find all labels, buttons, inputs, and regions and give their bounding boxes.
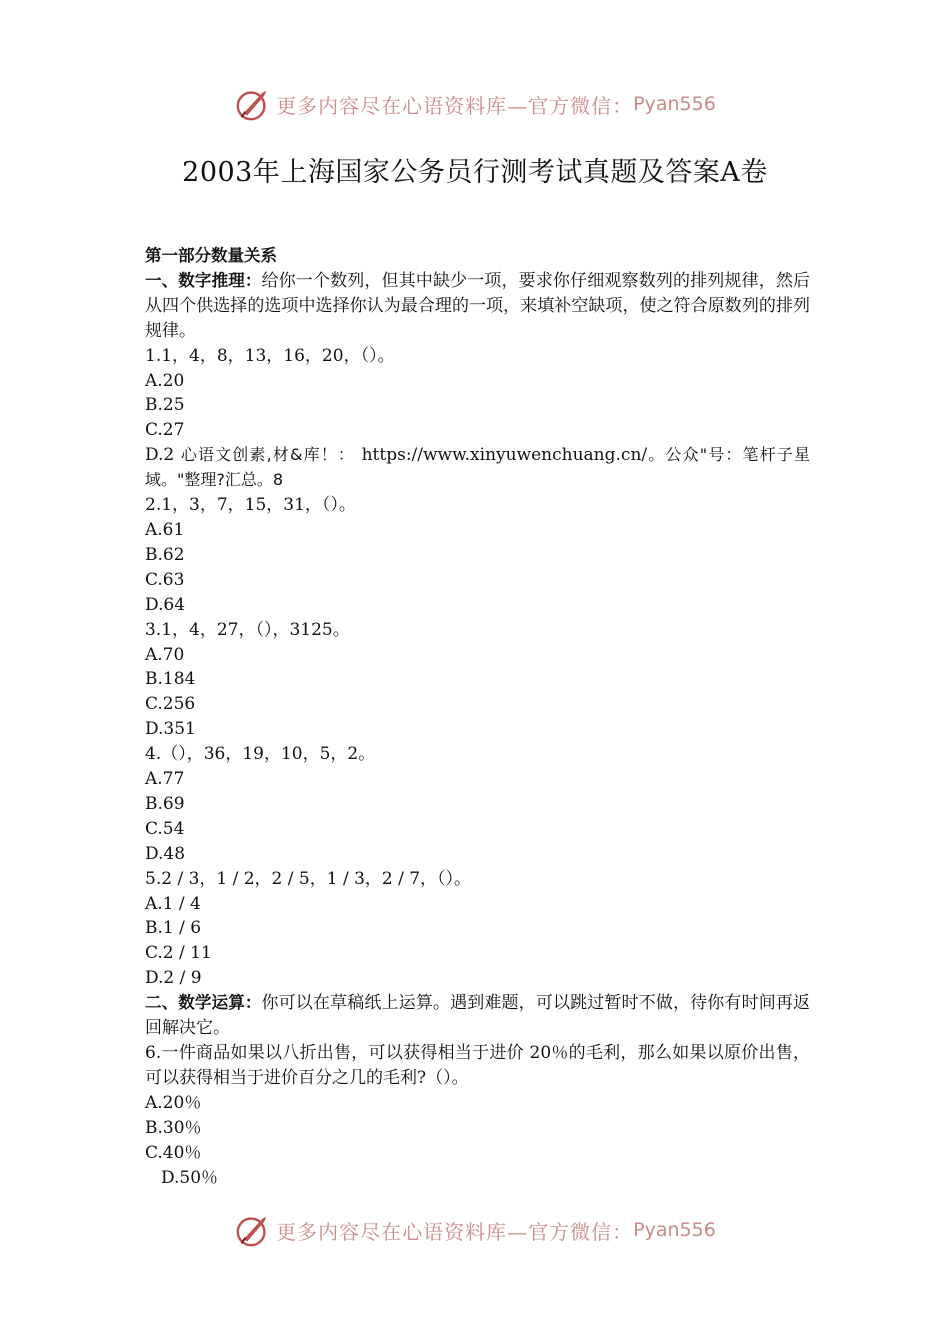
q3-option-d: D.351 bbox=[145, 719, 196, 740]
quill-pen-logo-icon bbox=[234, 85, 272, 123]
q1-option-d-noise: 心语文创素,材&库！： bbox=[180, 445, 356, 465]
q1-option-a: A.20 bbox=[145, 370, 185, 391]
part2-text: 你可以在草稿纸上运算。遇到难题，可以跳过暂时不做，待你有时间再返回解决它。 bbox=[145, 993, 811, 1039]
banner-wechat-id: Pyan556 bbox=[633, 93, 716, 115]
q6-option-c: C.40％ bbox=[145, 1142, 202, 1163]
q4-stem: 4.（），36，19，10，5，2。 bbox=[145, 744, 376, 765]
q6-option-a: A.20％ bbox=[145, 1092, 202, 1113]
document-body bbox=[145, 244, 810, 1190]
q4-option-b: B.69 bbox=[145, 793, 185, 814]
q1-option-d-prefix: D.2 bbox=[145, 445, 181, 466]
banner-wechat-id: Pyan556 bbox=[633, 1219, 716, 1241]
q1-option-d-tail: 。公众"号：笔杆子星域。"整理?汇总。8 bbox=[145, 445, 810, 490]
part1-text: 给你一个数列，但其中缺少一项，要求你仔细观察数列的排列规律，然后从四个供选择的选项中选择你认为最合理的一项，来填补空缺项，使之符合原数列的排列规律。 bbox=[145, 270, 811, 341]
q5-option-d: D.2 / 9 bbox=[145, 968, 202, 989]
banner-text: 更多内容尽在心语资料库—官方微信： bbox=[276, 93, 634, 118]
q5-stem: 5.2 / 3，1 / 2，2 / 5，1 / 3，2 / 7，（）。 bbox=[145, 868, 472, 889]
q2-option-d: D.64 bbox=[145, 594, 186, 615]
q2-option-b: B.62 bbox=[145, 544, 185, 565]
page-title: 2003年上海国家公务员行测考试真题及答案A卷 bbox=[182, 157, 768, 188]
header-banner bbox=[0, 82, 950, 126]
q3-stem: 3.1，4，27，（），3125。 bbox=[145, 619, 350, 640]
q1-option-c: C.27 bbox=[145, 420, 185, 441]
part1-label: 一、数字推理： bbox=[145, 270, 262, 290]
quill-pen-logo-icon bbox=[234, 1211, 272, 1249]
q3-option-b: B.184 bbox=[145, 669, 196, 690]
q2-option-c: C.63 bbox=[145, 569, 185, 590]
q2-stem: 2.1，3，7，15，31，（）。 bbox=[145, 495, 356, 516]
part1-instructions bbox=[145, 269, 810, 344]
q2-option-a: A.61 bbox=[145, 519, 185, 540]
q3-option-a: A.70 bbox=[145, 644, 185, 665]
q3-option-c: C.256 bbox=[145, 694, 196, 715]
q4-option-a: A.77 bbox=[145, 769, 185, 790]
banner-text: 更多内容尽在心语资料库—官方微信： bbox=[276, 1219, 634, 1244]
q5-option-a: A.1 / 4 bbox=[145, 893, 201, 914]
q4-option-c: C.54 bbox=[145, 818, 185, 839]
footer-banner bbox=[0, 1208, 950, 1252]
q5-option-b: B.1 / 6 bbox=[145, 918, 202, 939]
q6-option-b: B.30％ bbox=[145, 1117, 202, 1138]
section-heading: 第一部分数量关系 bbox=[145, 246, 277, 265]
q1-stem: 1.1，4，8，13，16，20，（）。 bbox=[145, 345, 395, 366]
part2-label: 二、数学运算： bbox=[145, 993, 262, 1013]
q6-stem: 6.一件商品如果以八折出售，可以获得相当于进价 20％的毛利，那么如果以原价出售，可以获得相当于进价百分之几的毛利?（）。 bbox=[145, 1043, 810, 1088]
q5-option-c: C.2 / 11 bbox=[145, 943, 212, 964]
q1-option-b: B.25 bbox=[145, 395, 185, 416]
q6-option-d: D.50％ bbox=[161, 1167, 219, 1188]
q4-option-d: D.48 bbox=[145, 843, 186, 864]
part2-instructions bbox=[145, 991, 810, 1041]
q1-option-d-url: https://www.xinyuwenchuang.cn/ bbox=[355, 445, 648, 466]
q1-option-d bbox=[145, 443, 810, 493]
